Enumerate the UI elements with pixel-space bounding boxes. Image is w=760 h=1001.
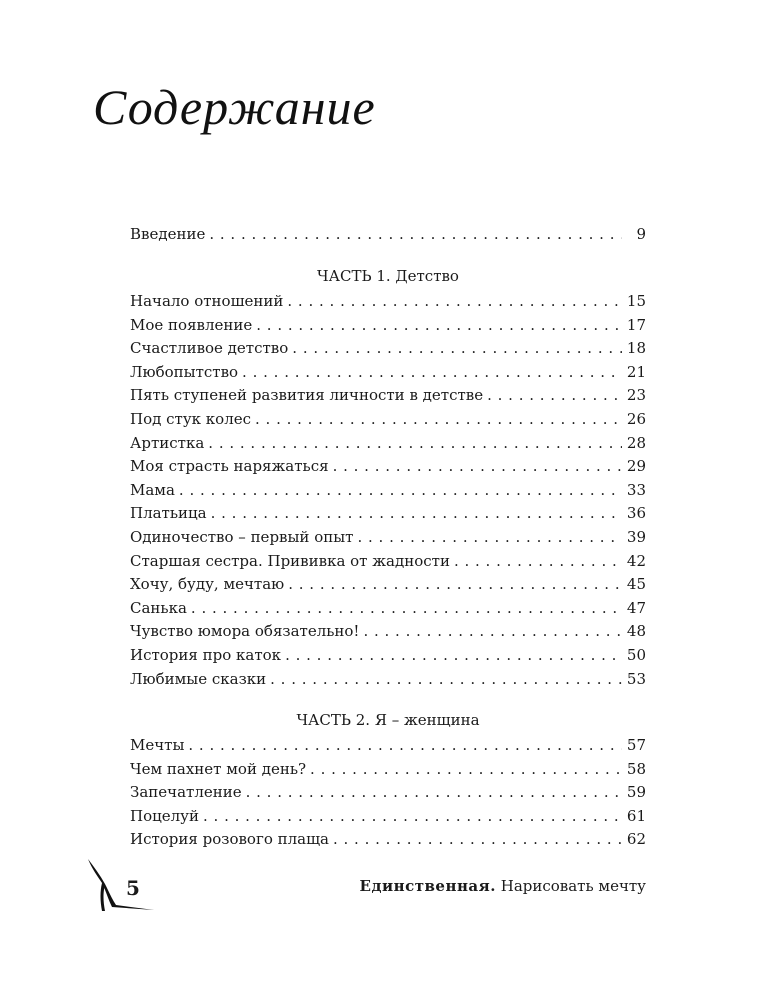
toc-entry[interactable] bbox=[130, 620, 646, 644]
toc-entry-title: Чем пахнет мой день? bbox=[130, 759, 307, 778]
toc-entry-page: 23 bbox=[626, 386, 646, 405]
dot-leader bbox=[285, 644, 622, 668]
toc-entry[interactable] bbox=[130, 361, 646, 385]
dot-leader bbox=[211, 502, 622, 526]
toc-entry-title: Пять ступеней развития личности в детстве bbox=[130, 386, 484, 405]
toc-entry-page: 48 bbox=[626, 622, 646, 641]
toc-entry[interactable] bbox=[130, 432, 646, 456]
toc-entry[interactable] bbox=[130, 290, 646, 314]
toc-entry-title: Старшая сестра. Прививка от жадности bbox=[130, 551, 450, 570]
dot-leader bbox=[242, 361, 622, 385]
toc-entry[interactable] bbox=[130, 550, 646, 574]
toc-entry-page: 36 bbox=[626, 504, 646, 523]
toc-entry-title: Санька bbox=[130, 598, 187, 617]
toc-entry-title: Запечатление bbox=[130, 783, 242, 802]
toc-entry[interactable] bbox=[130, 573, 646, 597]
toc-entry[interactable] bbox=[130, 455, 646, 479]
dot-leader bbox=[203, 805, 622, 829]
toc-entry-page: 57 bbox=[626, 736, 646, 754]
toc-entry-title: Начало отношений bbox=[130, 292, 284, 310]
dot-leader bbox=[363, 620, 622, 644]
toc-entry-title: Мама bbox=[130, 480, 175, 499]
toc-entry[interactable] bbox=[130, 314, 646, 338]
toc-intro bbox=[130, 223, 646, 247]
toc-entry-title: История про каток bbox=[130, 645, 282, 664]
toc-entry-title: Чувство юмора обязательно! bbox=[130, 622, 360, 641]
toc-entry-title: Мечты bbox=[130, 736, 185, 754]
dot-leader bbox=[270, 668, 622, 692]
page-number: 5 bbox=[126, 876, 140, 900]
dot-leader bbox=[209, 223, 622, 247]
toc-entry-page: 50 bbox=[626, 645, 646, 664]
toc-entry[interactable] bbox=[130, 384, 646, 408]
dot-leader bbox=[333, 828, 622, 852]
dot-leader bbox=[188, 734, 622, 758]
dot-leader bbox=[208, 432, 622, 456]
dot-leader bbox=[310, 758, 622, 782]
toc-entry[interactable] bbox=[130, 479, 646, 503]
toc-entry-page: 18 bbox=[626, 339, 646, 358]
toc-entry-title: Любимые сказки bbox=[130, 669, 267, 688]
toc-entry-page: 42 bbox=[626, 551, 646, 570]
toc-entry-title: Мое появление bbox=[130, 315, 253, 334]
toc-entry-page: 47 bbox=[626, 598, 646, 617]
toc-entry-page: 45 bbox=[626, 575, 646, 594]
part2-heading: ЧАСТЬ 2. Я – женщина bbox=[296, 711, 480, 729]
toc-entry-title: Одиночество – первый опыт bbox=[130, 527, 354, 546]
toc-entry[interactable] bbox=[130, 758, 646, 782]
toc-entry-page: 59 bbox=[626, 783, 646, 802]
book-subtitle: Нарисовать мечту bbox=[500, 877, 646, 895]
toc-entry[interactable] bbox=[130, 644, 646, 668]
book-title: Единственная. bbox=[359, 877, 496, 895]
high-heel-shoe-icon bbox=[82, 855, 154, 917]
toc-part1 bbox=[130, 290, 646, 691]
dot-leader bbox=[487, 384, 622, 408]
dot-leader bbox=[333, 455, 622, 479]
toc-entry-title: Под стук колес bbox=[130, 409, 251, 428]
dot-leader bbox=[454, 550, 622, 574]
toc-entry[interactable] bbox=[130, 526, 646, 550]
toc-entry[interactable] bbox=[130, 805, 646, 829]
toc-entry-title: Платьица bbox=[130, 504, 207, 523]
toc-entry-page: 28 bbox=[626, 433, 646, 452]
toc-entry-title: Счастливое детство bbox=[130, 339, 289, 358]
toc-part2 bbox=[130, 734, 646, 852]
part1-heading: ЧАСТЬ 1. Детство bbox=[317, 267, 459, 285]
toc-entry-title: История розового плаща bbox=[130, 830, 329, 849]
toc-entry-title: Моя страсть наряжаться bbox=[130, 457, 329, 476]
dot-leader bbox=[256, 314, 622, 338]
toc-entry-page: 21 bbox=[626, 362, 646, 381]
toc-entry-page: 33 bbox=[626, 480, 646, 499]
page-title: Содержание bbox=[93, 79, 376, 135]
toc-entry-page: 17 bbox=[626, 315, 646, 334]
toc-entry-page: 61 bbox=[626, 806, 646, 825]
dot-leader bbox=[357, 526, 622, 550]
toc-entry[interactable] bbox=[130, 502, 646, 526]
toc-entry-title: Введение bbox=[130, 225, 206, 243]
dot-leader bbox=[288, 573, 622, 597]
toc-entry-page: 29 bbox=[626, 457, 646, 476]
toc-entry[interactable] bbox=[130, 828, 646, 852]
toc-entry-page: 53 bbox=[626, 669, 646, 688]
toc-entry[interactable] bbox=[130, 734, 646, 758]
toc-entry[interactable] bbox=[130, 223, 646, 247]
dot-leader bbox=[179, 479, 622, 503]
dot-leader bbox=[246, 781, 622, 805]
toc-entry-page: 39 bbox=[626, 527, 646, 546]
toc-entry[interactable] bbox=[130, 781, 646, 805]
dot-leader bbox=[287, 290, 622, 314]
toc-entry-page: 15 bbox=[626, 292, 646, 310]
toc-entry-title: Артистка bbox=[130, 433, 205, 452]
toc-entry[interactable] bbox=[130, 408, 646, 432]
dot-leader bbox=[255, 408, 622, 432]
toc-entry[interactable] bbox=[130, 668, 646, 692]
toc-entry-title: Поцелуй bbox=[130, 806, 199, 825]
toc-entry-title: Любопытство bbox=[130, 362, 239, 381]
toc-entry[interactable] bbox=[130, 337, 646, 361]
toc-entry-page: 26 bbox=[626, 409, 646, 428]
toc-entry-page: 58 bbox=[626, 759, 646, 778]
dot-leader bbox=[292, 337, 622, 361]
running-title bbox=[360, 877, 646, 895]
toc-entry-page: 62 bbox=[626, 830, 646, 849]
toc-entry-title: Хочу, буду, мечтаю bbox=[130, 575, 285, 594]
toc-entry[interactable] bbox=[130, 597, 646, 621]
toc-entry-page: 9 bbox=[636, 225, 646, 243]
dot-leader bbox=[191, 597, 622, 621]
